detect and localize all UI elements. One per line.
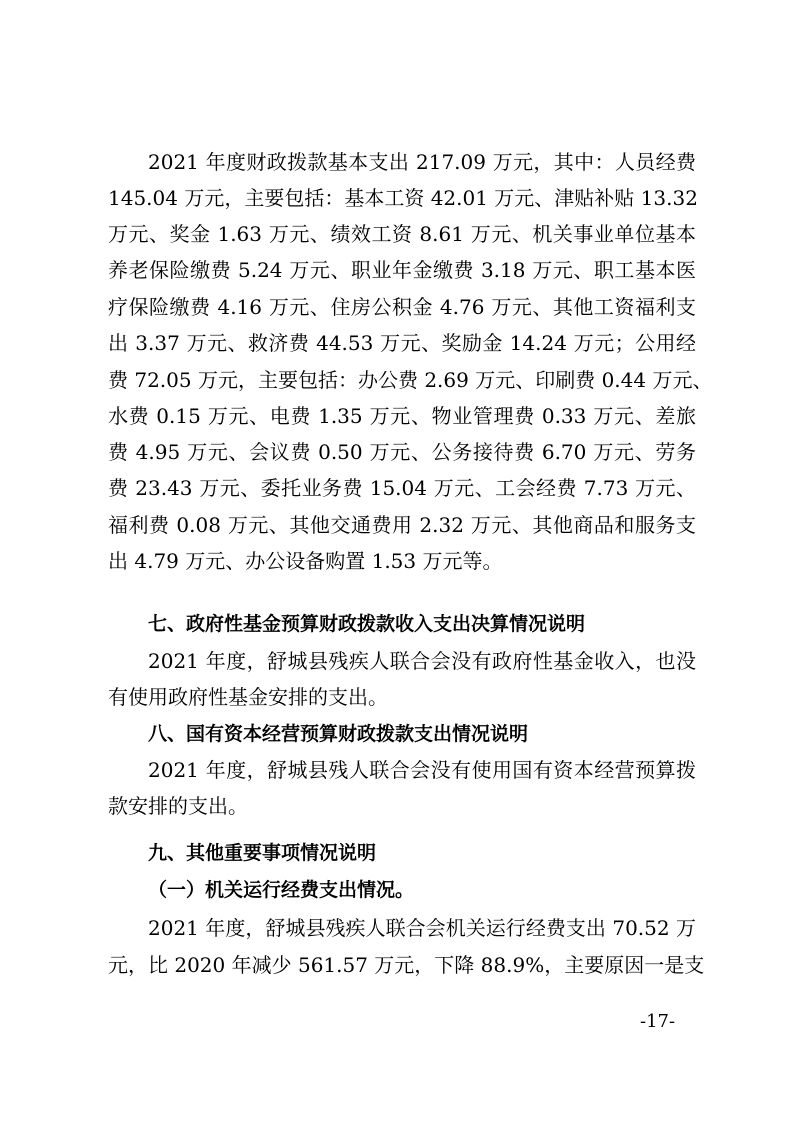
paragraph-line: 疗保险缴费 4.16 万元、住房公积金 4.76 万元、其他工资福利支 <box>108 295 696 319</box>
paragraph-line: 养老保险缴费 5.24 万元、职业年金缴费 3.18 万元、职工基本医 <box>108 258 696 282</box>
page-number: -17- <box>640 1011 676 1032</box>
paragraph-line: 万元、奖金 1.63 万元、绩效工资 8.61 万元、机关事业单位基本 <box>108 222 696 246</box>
paragraph-line: 出 4.79 万元、办公设备购置 1.53 万元等。 <box>108 549 503 573</box>
paragraph-line: 福利费 0.08 万元、其他交通费用 2.32 万元、其他商品和服务支 <box>108 513 696 537</box>
paragraph-line: 有使用政府性基金安排的支出。 <box>108 685 388 709</box>
paragraph-line: 款安排的支出。 <box>108 794 248 818</box>
paragraph-line: 2021 年度财政拨款基本支出 217.09 万元，其中：人员经费 <box>148 150 696 174</box>
paragraph-line: 费 4.95 万元、会议费 0.50 万元、公务接待费 6.70 万元、劳务 <box>108 440 696 464</box>
paragraph-line: 费 23.43 万元、委托业务费 15.04 万元、工会经费 7.73 万元、 <box>108 476 696 500</box>
paragraph-line: 145.04 万元，主要包括：基本工资 42.01 万元、津贴补贴 13.32 <box>108 186 698 210</box>
paragraph-line: 2021 年度，舒城县残人联合会没有使用国有资本经营预算拨 <box>148 758 696 782</box>
paragraph-line: 2021 年度，舒城县残疾人联合会机关运行经费支出 70.52 万 <box>148 916 696 940</box>
section-heading-7: 七、政府性基金预算财政拨款收入支出决算情况说明 <box>148 613 586 635</box>
paragraph-line: 水费 0.15 万元、电费 1.35 万元、物业管理费 0.33 万元、差旅 <box>108 404 696 428</box>
paragraph-line: 2021 年度，舒城县残疾人联合会没有政府性基金收入，也没 <box>148 649 696 673</box>
paragraph-line: 出 3.37 万元、救济费 44.53 万元、奖励金 14.24 万元；公用经 <box>108 331 696 355</box>
paragraph-line: 费 72.05 万元，主要包括：办公费 2.69 万元、印刷费 0.44 万元、 <box>108 368 713 392</box>
paragraph-line: 元，比 2020 年减少 561.57 万元，下降 88.9%，主要原因一是支 <box>108 953 705 977</box>
section-heading-9: 九、其他重要事项情况说明 <box>148 842 377 864</box>
section-heading-8: 八、国有资本经营预算财政拨款支出情况说明 <box>148 723 529 745</box>
subsection-heading-1: （一）机关运行经费支出情况。 <box>148 879 415 901</box>
